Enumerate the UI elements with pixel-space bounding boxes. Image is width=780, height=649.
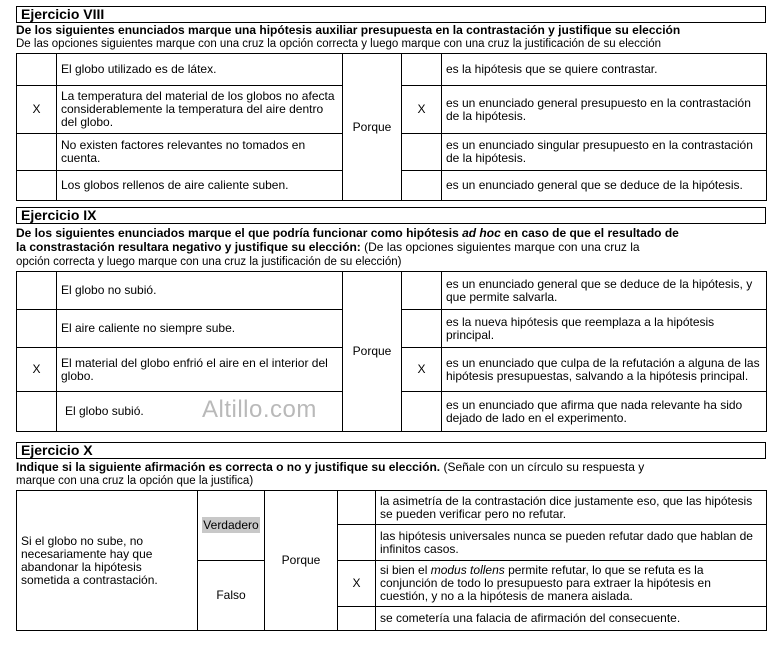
justification-cell: es un enunciado general que se deduce de la hipótesis, y que permite salvarla. — [442, 272, 767, 310]
justification-mark-cell[interactable] — [402, 392, 442, 432]
table-row — [17, 54, 767, 86]
justification-cell: se cometería una falacia de afirmación del consecuente. — [376, 607, 767, 631]
justification-cell: es un enunciado que afirma que nada relevante ha sido dejado de lado en el experimento. — [442, 392, 767, 432]
ex10-instruction-line1: Indique si la siguiente afirmación es correcta o no y justifique su elección. (Señale con un círculo su respuesta y — [16, 460, 645, 474]
statement-cell: El material del globo enfrió el aire en el interior del globo. — [57, 348, 343, 392]
ex9-table — [16, 271, 767, 432]
answer-mark-cell[interactable] — [17, 54, 57, 86]
justification-cell: si bien el modus tollens permite refutar, lo que se refuta es la conjunción de todo lo presupuesto para extraer la hipótesis en cuestión, y no a la hipótesis de manera aislada. — [376, 561, 767, 607]
ex9-instruction-line1: De los siguientes enunciados marque el que podría funcionar como hipótesis ad hoc en caso de que el resultado de — [16, 226, 679, 240]
statement-cell: Los globos rellenos de aire caliente suben. — [57, 171, 343, 201]
justification-cell: la asimetría de la contrastación dice justamente eso, que las hipótesis se pueden verificar pero no refutar. — [376, 491, 767, 525]
justification-cell: es la nueva hipótesis que reemplaza a la hipótesis principal. — [442, 310, 767, 348]
justification-mark-cell[interactable]: X — [402, 86, 442, 134]
answer-mark-cell[interactable] — [17, 171, 57, 201]
ex10-title: Ejercicio X — [16, 442, 766, 459]
statement-cell: No existen factores relevantes no tomados en cuenta. — [57, 134, 343, 171]
justification-cell: es un enunciado general presupuesto en la contrastación de la hipótesis. — [442, 86, 767, 134]
justification-mark-cell[interactable] — [338, 525, 376, 561]
justification-cell: las hipótesis universales nunca se pueden refutar dado que hablan de infinitos casos. — [376, 525, 767, 561]
table-row — [17, 491, 767, 525]
justification-cell: es un enunciado singular presupuesto en la contrastación de la hipótesis. — [442, 134, 767, 171]
answer-mark-cell[interactable] — [17, 392, 57, 432]
ex8-title: Ejercicio VIII — [16, 6, 766, 23]
ex10-instruction-line2: marque con una cruz la opción que la justifica) — [16, 475, 254, 487]
ex9-instruction-line3: opción correcta y luego marque con una cruz la justificación de su elección) — [16, 256, 402, 268]
watermark-logo: Altillo.com — [202, 396, 317, 423]
verdadero-label: Verdadero — [203, 518, 259, 532]
justification-mark-cell[interactable] — [402, 272, 442, 310]
statement-cell: Si el globo no sube, no necesariamente hay que abandonar la hipótesis sometida a contrastación. — [17, 491, 198, 631]
ex8-table — [16, 53, 767, 201]
justification-mark-cell[interactable] — [402, 134, 442, 171]
ex10-table — [16, 490, 767, 631]
porque-label: Porque — [343, 272, 402, 432]
answer-mark-cell[interactable] — [17, 134, 57, 171]
ex8-instruction: De las opciones siguientes marque con una cruz la opción correcta y luego marque con una cruz la justificación de su elección — [16, 38, 661, 50]
statement-cell: El aire caliente no siempre sube. — [57, 310, 343, 348]
porque-label: Porque — [265, 491, 338, 631]
answer-mark-cell[interactable] — [17, 310, 57, 348]
justification-mark-cell[interactable]: X — [338, 561, 376, 607]
answer-mark-cell[interactable]: X — [17, 86, 57, 134]
ex8-instruction-bold: De los siguientes enunciados marque una hipótesis auxiliar presupuesta en la contrastación y justifique su elección — [16, 23, 681, 37]
statement-cell: La temperatura del material de los globos no afecta considerablemente la temperatura del aire dentro del globo. — [57, 86, 343, 134]
justification-cell: es la hipótesis que se quiere contrastar. — [442, 54, 767, 86]
justification-mark-cell[interactable] — [338, 491, 376, 525]
justification-cell: es un enunciado general que se deduce de la hipótesis. — [442, 171, 767, 201]
justification-mark-cell[interactable] — [402, 171, 442, 201]
justification-cell: es un enunciado que culpa de la refutación a alguna de las hipótesis presupuestas, salvando a la hipótesis principal. — [442, 348, 767, 392]
justification-mark-cell[interactable]: X — [402, 348, 442, 392]
statement-cell: El globo subió. — [57, 392, 343, 432]
falso-option[interactable]: Falso — [198, 561, 265, 631]
porque-label: Porque — [343, 54, 402, 201]
table-row — [17, 272, 767, 310]
statement-cell: El globo utilizado es de látex. — [57, 54, 343, 86]
ex9-title: Ejercicio IX — [16, 207, 766, 224]
justification-mark-cell[interactable] — [338, 607, 376, 631]
statement-cell: El globo no subió. — [57, 272, 343, 310]
justification-mark-cell[interactable] — [402, 310, 442, 348]
verdadero-option[interactable] — [198, 491, 265, 561]
justification-mark-cell[interactable] — [402, 54, 442, 86]
answer-mark-cell[interactable]: X — [17, 348, 57, 392]
ex9-instruction-line2: la constrastación resultara negativo y justifique su elección: (De las opciones siguientes marque con una cruz la — [16, 240, 640, 254]
answer-mark-cell[interactable] — [17, 272, 57, 310]
